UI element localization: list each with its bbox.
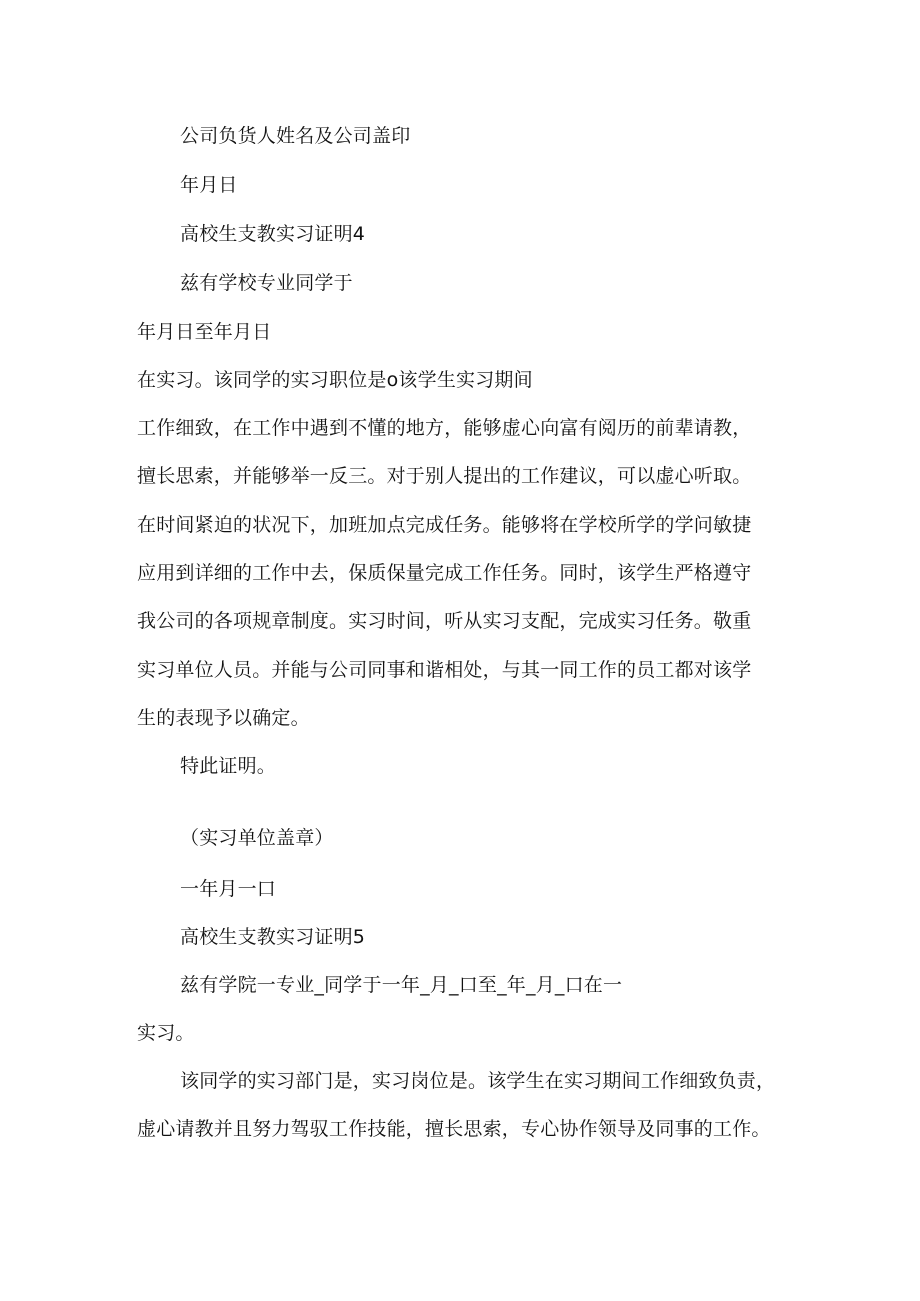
paragraph-line: 实习单位人员。并能与公司同事和谐相处，与其一同工作的员工都对该学	[137, 659, 752, 681]
closing-statement: 特此证明。	[180, 755, 277, 777]
paragraph-line: 生的表现予以确定。	[137, 707, 310, 729]
paragraph-line: 兹有学校专业同学于	[180, 272, 353, 294]
paragraph-line: 应用到详细的工作中去，保质保量完成工作任务。同时，该学生严格遵守	[137, 562, 752, 584]
company-signature-line: 公司负货人姓名及公司盖印	[180, 125, 411, 147]
paragraph-line: 在实习。该同学的实习职位是o该学生实习期间	[137, 369, 533, 391]
paragraph-line: 我公司的各项规章制度。实习时间，听从实习支配，完成实习任务。敬重	[137, 610, 752, 632]
paragraph-line: 工作细致，在工作中遇到不懂的地方，能够虚心向富有阅历的前辈请教，	[137, 417, 752, 439]
paragraph-line: 该同学的实习部门是，实习岗位是。该学生在实习期间工作细致负责，	[180, 1070, 776, 1092]
paragraph-line: 在时间紧迫的状况下，加班加点完成任务。能够将在学校所学的学问敏捷	[137, 514, 752, 536]
paragraph-line: 实习。	[137, 1022, 195, 1044]
paragraph-line: 虚心请教并且努力驾驭工作技能，擅长思索，专心协作领导及同事的工作。	[137, 1118, 771, 1140]
date-line: 年月日	[180, 174, 238, 196]
date-line: 一年月一口	[180, 878, 277, 900]
paragraph-line: 年月日至年月日	[137, 321, 272, 343]
unit-seal-line: （实习单位盖章）	[180, 827, 334, 849]
section-heading-5: 高校生支教实习证明5	[180, 926, 366, 948]
section-heading-4: 高校生支教实习证明4	[180, 223, 366, 245]
paragraph-line: 擅长思索，并能够举一反三。对于别人提出的工作建议，可以虚心听取。	[137, 465, 752, 487]
paragraph-line: 兹有学院一专业_同学于一年_月_口至_年_月_口在一	[180, 974, 623, 996]
